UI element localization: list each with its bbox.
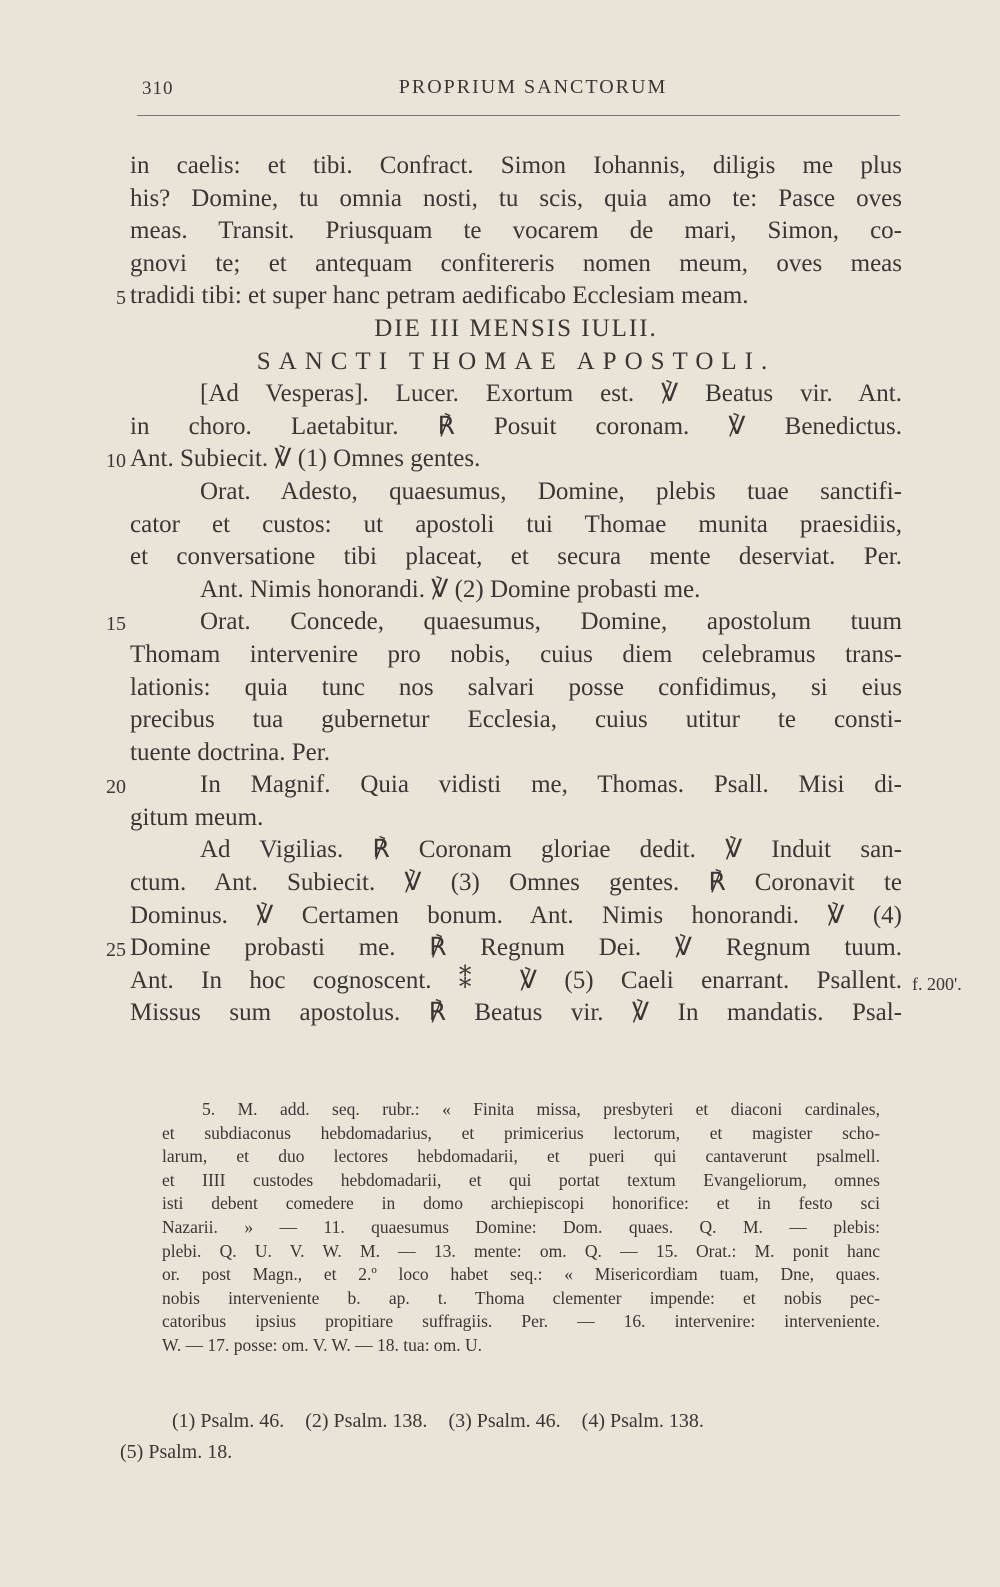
page-number: 310 — [142, 78, 174, 99]
psalm-reference: (5) Psalm. 18. — [120, 1441, 233, 1463]
feast-date-heading: DIE III MENSIS IULII. — [374, 314, 658, 342]
apparatus-line: nobis interveniente b. ap. t. Thoma clementer impende: et nobis pec- — [162, 1287, 880, 1308]
text-line: Ant. In hoc cognoscent. ⁑ ℣ (5) Caeli enarrant. Psallent. f. 200'. — [130, 965, 902, 998]
header-rule — [137, 115, 900, 116]
apparatus-line: et IIII custodes hebdomadarii, et qui portat textum Evangeliorum, omnes — [162, 1169, 880, 1190]
text-line: Dominus. ℣ Certamen bonum. Ant. Nimis honorandi. ℣ (4) — [130, 901, 902, 929]
text-line: Missus sum apostolus. ℟ Beatus vir. ℣ In mandatis. Psal- — [130, 999, 902, 1027]
running-head — [138, 74, 898, 104]
text-line: cator et custos: ut apostoli tui Thomae munita praesidiis, — [130, 510, 902, 538]
text-line: tuente doctrina. Per. — [130, 738, 330, 766]
text-line: Ant. Nimis honorandi. ℣ (2) Domine probasti me. — [200, 575, 701, 603]
line-number: 10 — [106, 450, 126, 473]
critical-apparatus — [162, 1098, 880, 1358]
line-number: 5 — [116, 287, 126, 310]
text-line: ctum. Ant. Subiecit. ℣ (3) Omnes gentes. ℟ Coronavit te — [130, 869, 902, 897]
line-number: 20 — [106, 776, 126, 799]
text-line: 10 Ant. Subiecit. ℣ (1) Omnes gentes. — [130, 443, 902, 476]
text-line: et conversatione tibi placeat, et secura mente deserviat. Per. — [130, 543, 902, 571]
running-title: PROPRIUM SANCTORUM — [398, 76, 668, 98]
psalm-references — [120, 1406, 890, 1468]
apparatus-line: larum, et duo lectores hebdomadarii, et pueri qui cantaverunt psalmell. — [162, 1146, 880, 1167]
text-line: gnovi te; et antequam confitereris nomen meum, oves meas — [130, 249, 902, 277]
apparatus-line: W. — 17. posse: om. V. W. — 18. tua: om. U. — [162, 1334, 483, 1355]
text-line: 15 Orat. Concede, quaesumus, Domine, apostolum tuum — [130, 606, 902, 639]
text-line: meas. Transit. Priusquam te vocarem de mari, Simon, co- — [130, 217, 902, 245]
text-line: lationis: quia tunc nos salvari posse confidimus, si eius — [130, 673, 902, 701]
apparatus-line: plebi. Q. U. V. W. M. — 13. mente: om. Q. — 15. Orat.: M. ponit hanc — [162, 1240, 880, 1261]
text-line: 20 In Magnif. Quia vidisti me, Thomas. Psall. Misi di- — [130, 769, 902, 802]
feast-title-heading: SANCTI THOMAE APOSTOLI. — [256, 347, 776, 375]
text-line: gitum meum. — [130, 803, 264, 831]
line-number: 25 — [106, 939, 126, 962]
text-line: 25 Domine probasti me. ℟ Regnum Dei. ℣ Regnum tuum. — [130, 932, 902, 965]
apparatus-line: 5. M. add. seq. rubr.: « Finita missa, presbyteri et diaconi cardinales, — [202, 1099, 880, 1119]
text-line: precibus tua gubernetur Ecclesia, cuius utitur te consti- — [130, 706, 902, 734]
text-line: Thomam intervenire pro nobis, cuius diem celebramus trans- — [130, 640, 902, 668]
apparatus-line: et subdiaconus hebdomadarius, et primicerius lectorum, et magister scho- — [162, 1122, 880, 1143]
apparatus-line: or. post Magn., et 2.º loco habet seq.: « Misericordiam tuam, Dne, quaes. — [162, 1264, 880, 1285]
text-line: Orat. Adesto, quaesumus, Domine, plebis tuae sanctifi- — [200, 477, 902, 505]
text-line: his? Domine, tu omnia nosti, tu scis, quia amo te: Pasce oves — [130, 184, 902, 212]
psalm-reference: (1) Psalm. 46. — [172, 1410, 285, 1432]
text-line: in choro. Laetabitur. ℟ Posuit coronam. ℣ Benedictus. — [130, 412, 902, 440]
text-line: 5 tradidi tibi: et super hanc petram aedificabo Ecclesiam meam. — [130, 280, 902, 313]
psalm-reference: (4) Psalm. 138. — [581, 1410, 704, 1432]
apparatus-line: isti debent comedere in domo archiepiscopi honorifice: et in festo sci — [162, 1193, 880, 1214]
psalm-reference: (3) Psalm. 46. — [448, 1410, 561, 1432]
text-line: [Ad Vesperas]. Lucer. Exortum est. ℣ Beatus vir. Ant. — [200, 380, 902, 408]
line-number: 15 — [106, 613, 126, 636]
main-text — [106, 150, 962, 1030]
apparatus-line: Nazarii. » — 11. quaesumus Domine: Dom. quaes. Q. M. — plebis: — [162, 1216, 880, 1237]
text-line: Ad Vigilias. ℟ Coronam gloriae dedit. ℣ Induit san- — [200, 836, 902, 864]
folio-margin-note: f. 200'. — [912, 973, 962, 994]
text-line: in caelis: et tibi. Confract. Simon Iohannis, diligis me plus — [130, 152, 902, 179]
apparatus-line: catoribus ipsius propitiare suffragiis. Per. — 16. intervenire: interveniente. — [162, 1311, 880, 1332]
psalm-reference: (2) Psalm. 138. — [305, 1410, 428, 1432]
